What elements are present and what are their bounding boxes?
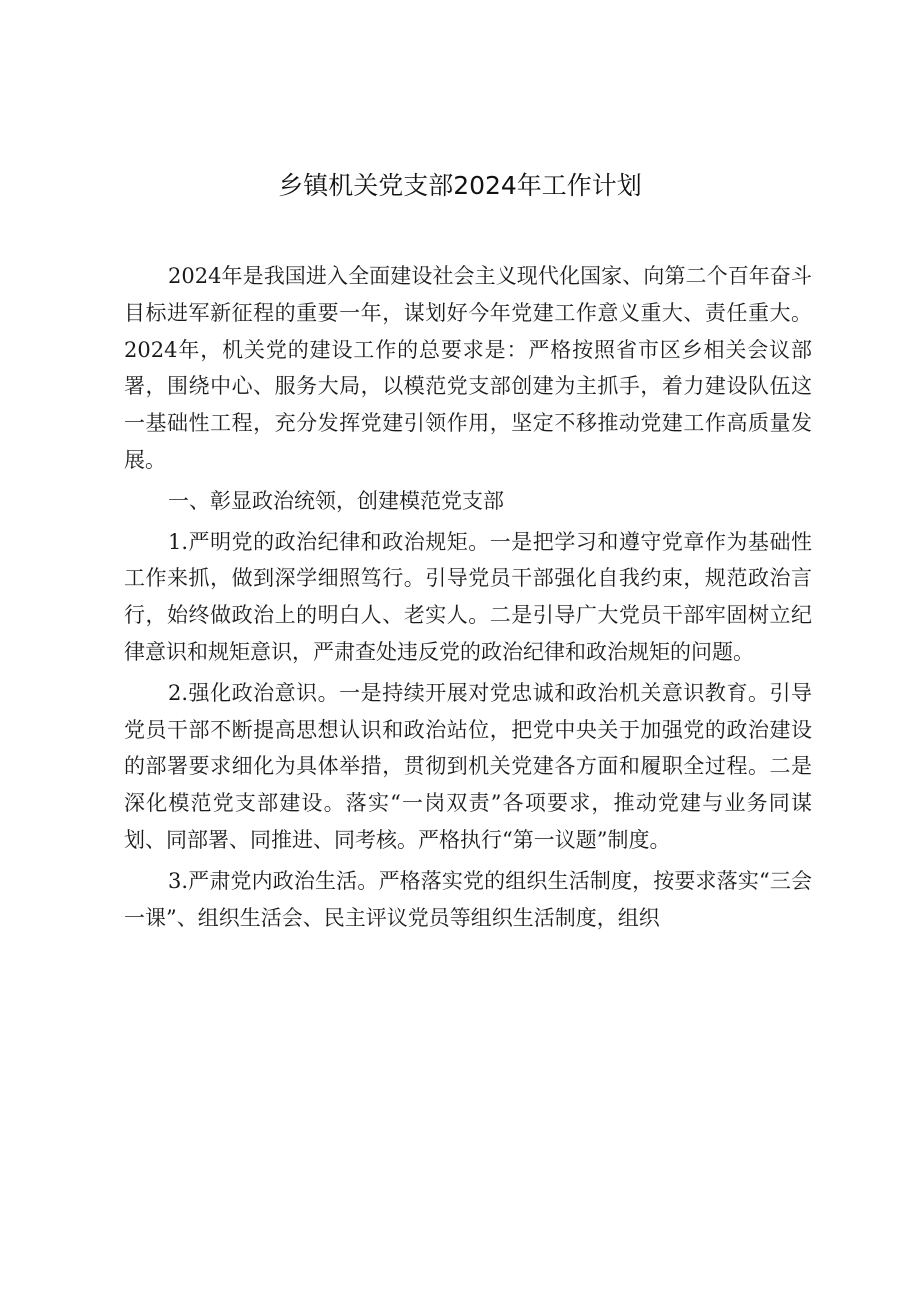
document-body [124,258,812,936]
document-title: 乡镇机关党支部2024年工作计划 [278,171,642,200]
intro-paragraph: 2024年是我国进入全面建设社会主义现代化国家、向第二个百年奋斗目标进军新征程的重要一年，谋划好今年党建工作意义重大、责任重大。2024年，机关党的建设工作的总要求是：严格按照省市区乡相关会议部署，围绕中心、服务大局，以模范党支部创建为主抓手，着力建设队伍这一基础性工程，充分发挥党建引领作用，坚定不移推动党建工作高质量发展。 [124,264,812,472]
section-heading-1: 一、彰显政治统领，创建模范党支部 [168,488,504,513]
item-paragraph-3: 3.严肃党内政治生活。严格落实党的组织生活制度，按要求落实“三会一课”、组织生活会、民主评议党员等组织生活制度，组织 [124,868,812,930]
item-paragraph-2: 2.强化政治意识。一是持续开展对党忠诚和政治机关意识教育。引导党员干部不断提高思想认识和政治站位，把党中央关于加强党的政治建设的部署要求细化为具体举措，贯彻到机关党建各方面和履职全过程。二是深化模范党支部建设。落实“一岗双责”各项要求，推动党建与业务同谋划、同部署、同推进、同考核。严格执行“第一议题”制度。 [124,680,812,852]
item-paragraph-1: 1.严明党的政治纪律和政治规矩。一是把学习和遵守党章作为基础性工作来抓，做到深学细照笃行。引导党员干部强化自我约束，规范政治言行，始终做政治上的明白人、老实人。二是引导广大党员干部牢固树立纪律意识和规矩意识，严肃查处违反党的政治纪律和政治规矩的问题。 [124,529,812,664]
